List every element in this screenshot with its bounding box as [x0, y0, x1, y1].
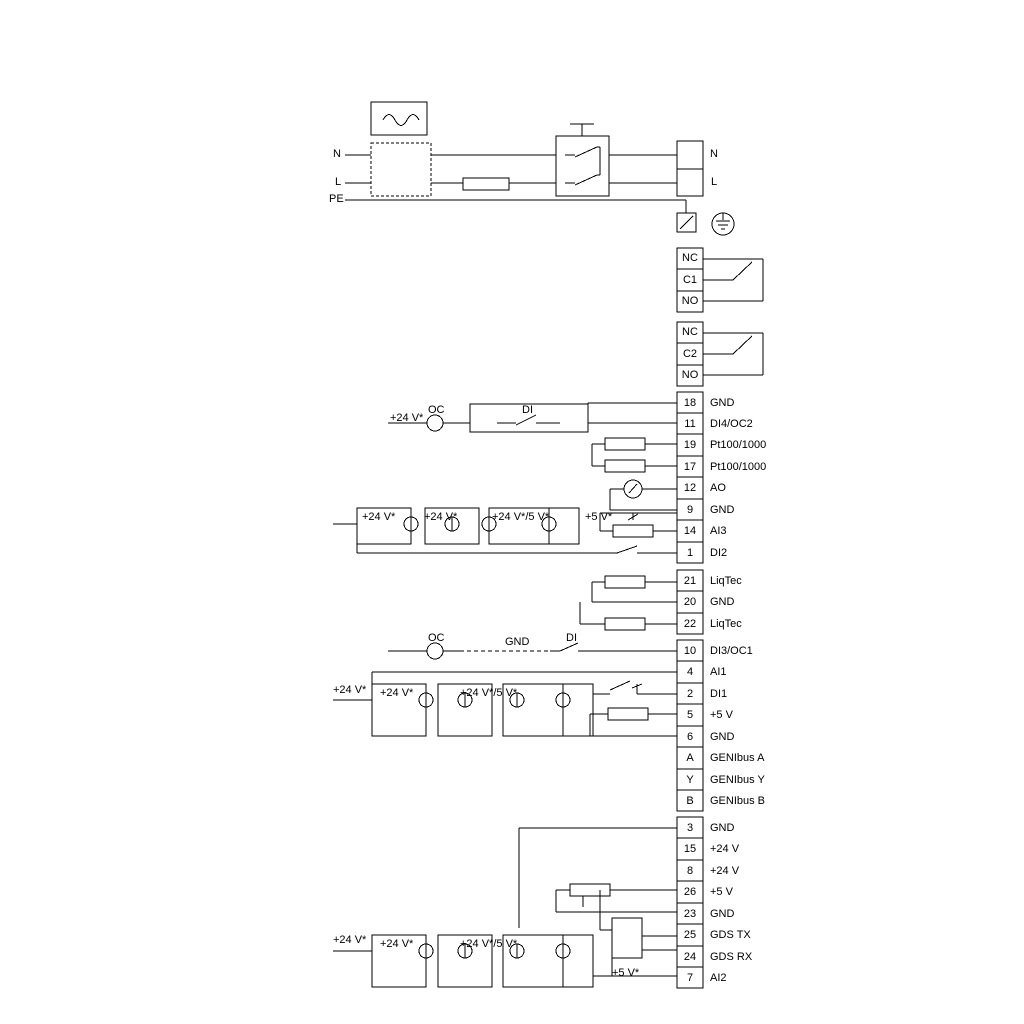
terminal-number-5: 5 — [686, 709, 694, 721]
annotation-supply-2: +24 V* — [362, 511, 396, 523]
terminal-label-10: DI3/OC1 — [710, 645, 753, 657]
terminal-label-6: GND — [710, 731, 735, 743]
terminal-c2: C2 — [682, 348, 698, 360]
annotation-supply-9: +24 V* — [333, 934, 367, 946]
terminal-number-22: 22 — [683, 618, 697, 630]
terminal-number-23: 23 — [683, 908, 697, 920]
terminal-label-14: AI3 — [710, 525, 727, 537]
terminal-number-y: Y — [686, 774, 694, 786]
terminal-label-1: DI2 — [710, 547, 728, 559]
terminal-nc-2: NC — [682, 326, 698, 338]
terminal-number-19: 19 — [683, 439, 697, 451]
terminal-label-21: LiqTec — [710, 575, 742, 587]
terminal-number-8: 8 — [686, 865, 694, 877]
terminal-number-18: 18 — [683, 397, 697, 409]
terminal-label-22: LiqTec — [710, 618, 742, 630]
terminal-nc-1: NC — [682, 252, 698, 264]
terminal-label-2: DI1 — [710, 688, 728, 700]
annotation-supply-4: +24 V*/5 V* — [492, 511, 550, 523]
annotation-supply-3: +24 V* — [424, 511, 458, 523]
terminal-number-15: 15 — [683, 843, 697, 855]
terminal-no-2: NO — [681, 369, 699, 381]
terminal-label-11: DI4/OC2 — [710, 418, 753, 430]
terminal-number-17: 17 — [683, 461, 697, 473]
terminal-label-15: +24 V — [710, 843, 740, 855]
annotation-supply-6: +24 V* — [333, 684, 367, 696]
annotation-oc-2: OC — [428, 632, 445, 644]
terminal-number-6: 6 — [686, 731, 694, 743]
annotation-di-1: DI — [522, 404, 533, 416]
terminal-label-12: AO — [710, 482, 726, 494]
terminal-label-5: +5 V — [710, 709, 733, 721]
terminal-label-genibus-y: GENIbus Y — [710, 774, 765, 786]
terminal-c1: C1 — [682, 274, 698, 286]
terminal-number-4: 4 — [686, 666, 694, 678]
terminal-number-25: 25 — [683, 929, 697, 941]
mains-out-label-l: L — [711, 176, 718, 188]
annotation-gnd-mid: GND — [505, 636, 530, 648]
terminal-label-26: +5 V — [710, 886, 733, 898]
mains-out-label-n: N — [710, 148, 718, 160]
terminal-number-26: 26 — [683, 886, 697, 898]
terminal-label-24: GDS RX — [710, 951, 753, 963]
terminal-label-8: +24 V — [710, 865, 740, 877]
terminal-number-10: 10 — [683, 645, 697, 657]
terminal-label-4: AI1 — [710, 666, 727, 678]
mains-label-l: L — [335, 176, 342, 188]
terminal-number-2: 2 — [686, 688, 694, 700]
terminal-number-3: 3 — [686, 822, 694, 834]
mains-label-pe: PE — [329, 193, 344, 205]
terminal-number-1: 1 — [686, 547, 694, 559]
terminal-number-b: B — [686, 795, 694, 807]
terminal-number-9: 9 — [686, 504, 694, 516]
annotation-supply-12: +5 V* — [612, 967, 640, 979]
terminal-number-24: 24 — [683, 951, 697, 963]
annotation-supply-10: +24 V* — [380, 938, 414, 950]
terminal-label-18: GND — [710, 397, 735, 409]
terminal-label-19: Pt100/1000 — [710, 439, 767, 451]
terminal-label-9: GND — [710, 504, 735, 516]
annotation-supply-8: +24 V*/5 V* — [460, 687, 518, 699]
terminal-label-7: AI2 — [710, 972, 727, 984]
terminal-number-a: A — [686, 752, 694, 764]
annotation-di-2: DI — [566, 632, 577, 644]
terminal-label-20: GND — [710, 596, 735, 608]
terminal-number-14: 14 — [683, 525, 697, 537]
terminal-number-20: 20 — [683, 596, 697, 608]
annotation-oc-1: OC — [428, 404, 445, 416]
terminal-number-21: 21 — [683, 575, 697, 587]
terminal-number-12: 12 — [683, 482, 697, 494]
terminal-label-17: Pt100/1000 — [710, 461, 767, 473]
terminal-number-11: 11 — [684, 418, 696, 430]
annotation-supply-7: +24 V* — [380, 687, 414, 699]
terminal-number-7: 7 — [686, 972, 694, 984]
annotation-supply-1: +24 V* — [390, 412, 424, 424]
annotation-supply-11: +24 V*/5 V* — [460, 938, 518, 950]
terminal-label-25: GDS TX — [710, 929, 751, 941]
annotation-supply-5: +5 V* — [585, 511, 613, 523]
terminal-no-1: NO — [681, 295, 699, 307]
mains-label-n: N — [333, 148, 341, 160]
terminal-label-23: GND — [710, 908, 735, 920]
terminal-label-genibus-b: GENIbus B — [710, 795, 766, 807]
terminal-label-genibus-a: GENIbus A — [710, 752, 765, 764]
terminal-label-3: GND — [710, 822, 735, 834]
